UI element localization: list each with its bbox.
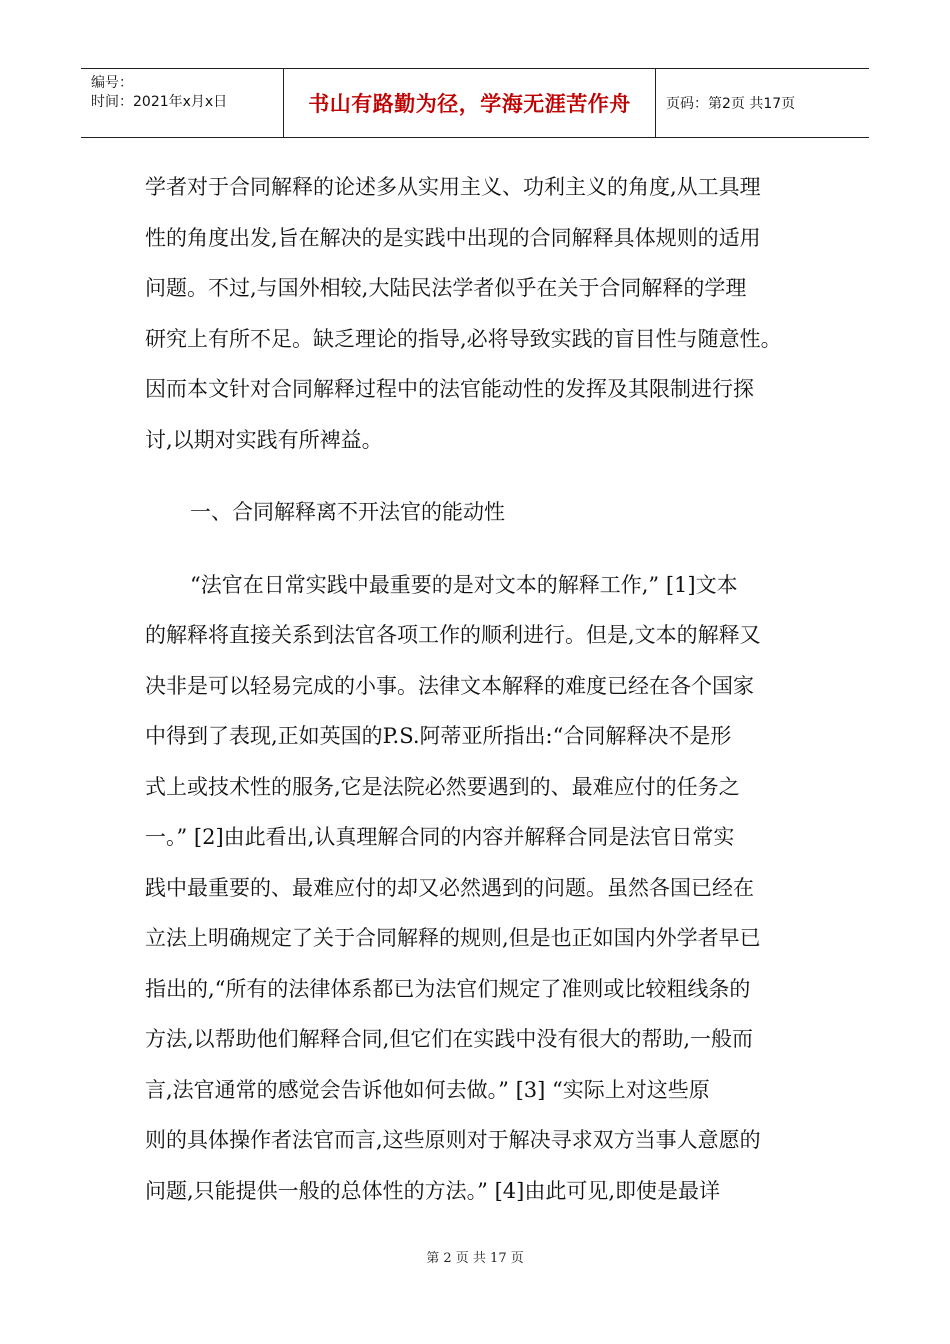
text-line: 决非是可以轻易完成的小事。法律文本解释的难度已经在各个国家 <box>145 673 754 698</box>
header-number-label: 编号： <box>91 75 133 91</box>
header-motto: 书山有路勤为径，学海无涯苦作舟 <box>283 69 656 137</box>
text-line: 学者对于合同解释的论述多从实用主义、功利主义的角度,从工具理 <box>145 175 761 199</box>
text-line: 研究上有所不足。缺乏理论的指导,必将导致实践的盲目性与随意性。 <box>145 326 782 351</box>
text-line: 式上或技术性的服务,它是法院必然要遇到的、最难应付的任务之 <box>145 774 740 799</box>
text-line: 一。” [2]由此看出,认真理解合同的内容并解释合同是法官日常实 <box>145 825 735 849</box>
section-heading: 一、合同解释离不开法官的能动性 <box>190 500 505 524</box>
header-meta <box>81 69 283 137</box>
text-line: 的解释将直接关系到法官各项工作的顺利进行。但是,文本的解释又 <box>145 623 761 647</box>
text-line: 践中最重要的、最难应付的却又必然遇到的问题。虽然各国已经在 <box>145 875 754 900</box>
text-line: 言,法官通常的感觉会告诉他如何去做。” [3] “实际上对这些原 <box>145 1077 710 1102</box>
text-line: 问题。不过,与国外相较,大陆民法学者似乎在关于合同解释的学理 <box>145 276 747 300</box>
text-line: 方法,以帮助他们解释合同,但它们在实践中没有很大的帮助,一般而 <box>145 1027 754 1051</box>
text-line: 则的具体操作者法官而言,这些原则对于解决寻求双方当事人意愿的 <box>145 1128 761 1152</box>
text-line: 指出的,“所有的法律体系都已为法官们规定了准则或比较粗线条的 <box>145 976 751 1001</box>
spacer <box>145 538 825 560</box>
header-page-label: 页码：第2页 共17页 <box>666 96 796 112</box>
spacer <box>145 465 825 487</box>
text-line: 讨,以期对实践有所裨益。 <box>145 427 383 452</box>
page-footer: 第 2 页 共 17 页 <box>426 1251 524 1266</box>
page-header <box>81 68 869 138</box>
text-line: 中得到了表现,正如英国的P.S.阿蒂亚所指出:“合同解释决不是形 <box>145 724 732 748</box>
paragraph-2 <box>145 560 825 1217</box>
text-line: 因而本文针对合同解释过程中的法官能动性的发挥及其限制进行探 <box>145 377 754 401</box>
text-line: “法官在日常实践中最重要的是对文本的解释工作,” [1]文本 <box>190 572 738 597</box>
paragraph-1 <box>145 162 825 465</box>
document-body <box>145 162 825 1216</box>
header-time-label: 时间：2021年x月x日 <box>91 94 228 110</box>
text-line: 立法上明确规定了关于合同解释的规则,但是也正如国内外学者早已 <box>145 926 761 950</box>
text-line: 性的角度出发,旨在解决的是实践中出现的合同解释具体规则的适用 <box>145 225 761 250</box>
text-line: 问题,只能提供一般的总体性的方法。” [4]由此可见,即使是最详 <box>145 1178 721 1203</box>
